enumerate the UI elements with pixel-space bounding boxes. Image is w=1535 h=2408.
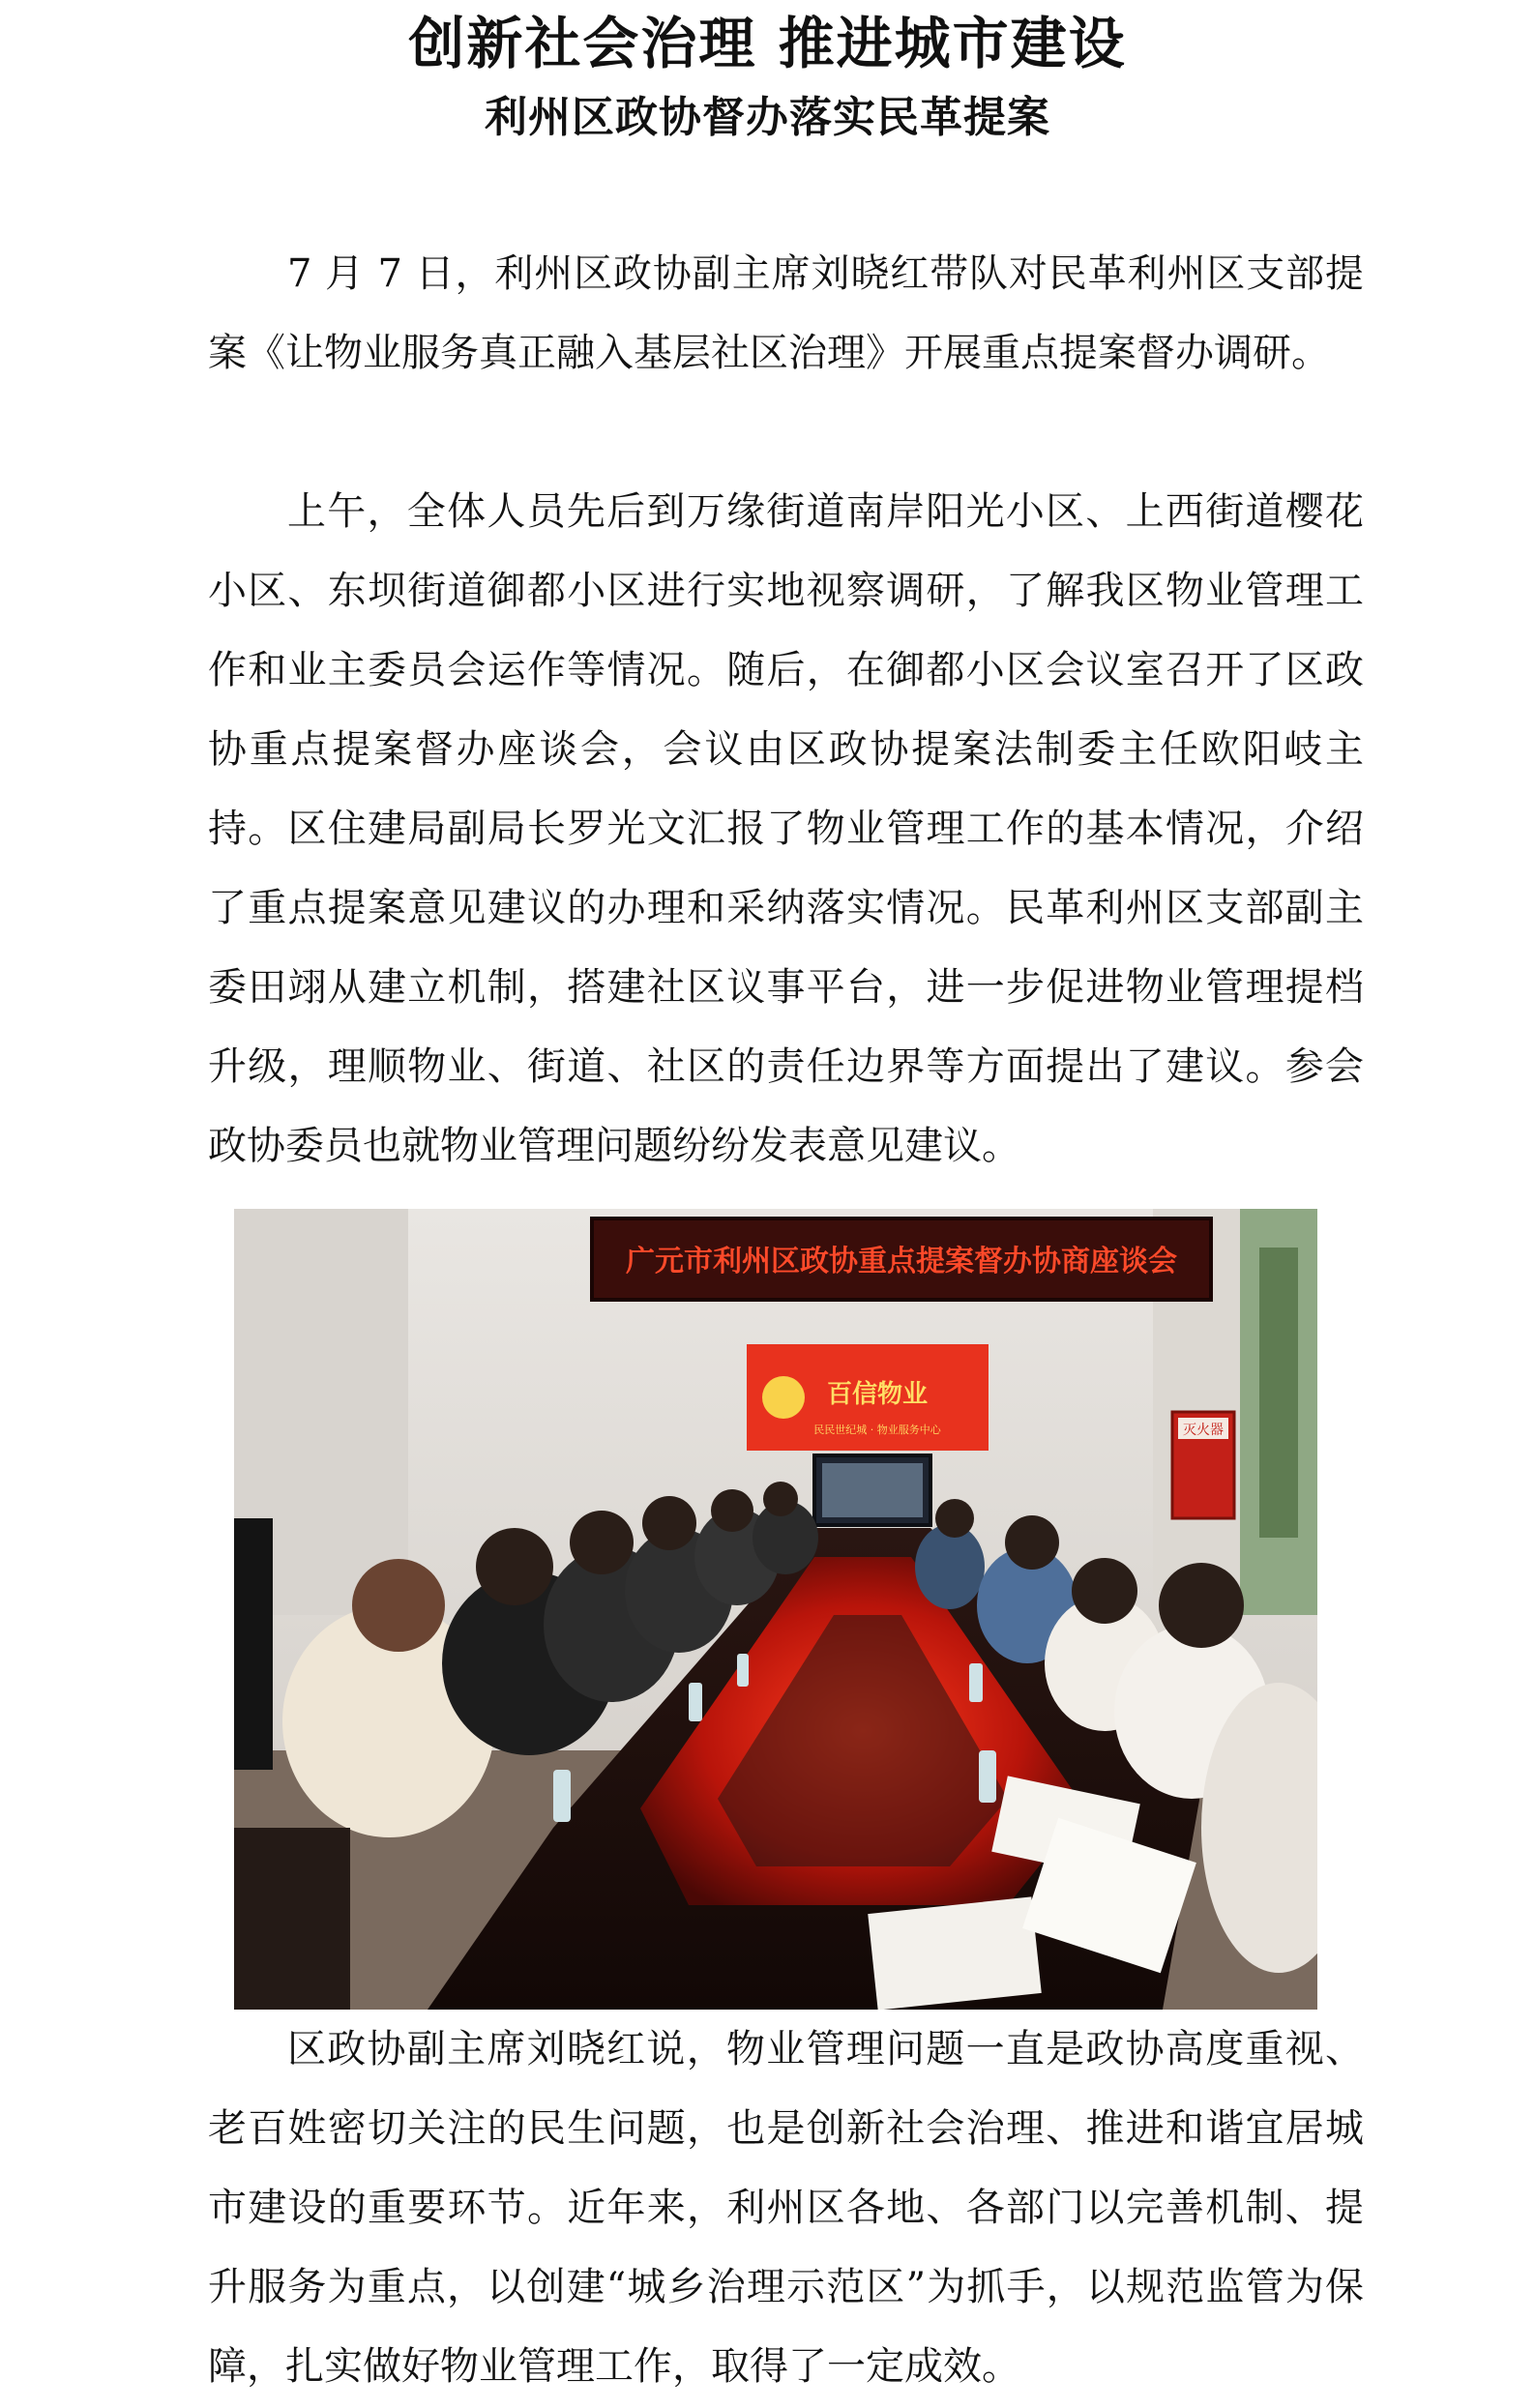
banner-text: 广元市利州区政协重点提案督办协商座谈会 [626, 1246, 1177, 1277]
document-subtitle: 利州区政协督办落实民革提案 [485, 93, 1050, 142]
chair-front [234, 1828, 350, 2010]
document-on-table [868, 1896, 1042, 2010]
paragraph-3: 区政协副主席刘晓红说，物业管理问题一直是政协高度重视、老百姓密切关注的民生问题，也是创新社会治理、推进和谐宜居城市建设的重要环节。近年来，利州区各地、各部门以完善机制、提升服务为重点，以创建“城乡治理示范区”为抓手，以规范监管为保障，扎实做好物业管理工作，取得了一定成效。 [208, 2027, 1364, 2389]
meeting-photo-drawing [234, 1209, 1317, 2010]
fire-box-label: 灭火器 [1183, 1423, 1224, 1438]
sign-tagline: 民民世纪城 · 物业服务中心 [813, 1424, 941, 1436]
meeting-photo [234, 1209, 1317, 2010]
thumbs-up-icon [762, 1376, 805, 1419]
document-title: 创新社会治理 推进城市建设 [408, 11, 1127, 76]
sign-title: 百信物业 [826, 1380, 929, 1409]
paragraph-1: 7 月 7 日，利州区政协副主席刘晓红带队对民革利州区支部提案《让物业服务真正融入基层社区治理》开展重点提案督办调研。 [208, 251, 1364, 375]
paragraph-2: 上午，全体人员先后到万缘街道南岸阳光小区、上西街道樱花小区、东坝街道御都小区进行实地视察调研，了解我区物业管理工作和业主委员会运作等情况。随后，在御都小区会议室召开了区政协重点提案督办座谈会，会议由区政协提案法制委主任欧阳岐主持。区住建局副局长罗光文汇报了物业管理工作的基本情况，介绍了重点提案意见建议的办理和采纳落实情况。民革利州区支部副主委田翊从建立机制，搭建社区议事平台，进一步促进物业管理提档升级，理顺物业、街道、社区的责任边界等方面提出了建议。参会政协委员也就物业管理问题纷纷发表意见建议。 [208, 489, 1364, 1168]
chair-left [234, 1518, 273, 1770]
